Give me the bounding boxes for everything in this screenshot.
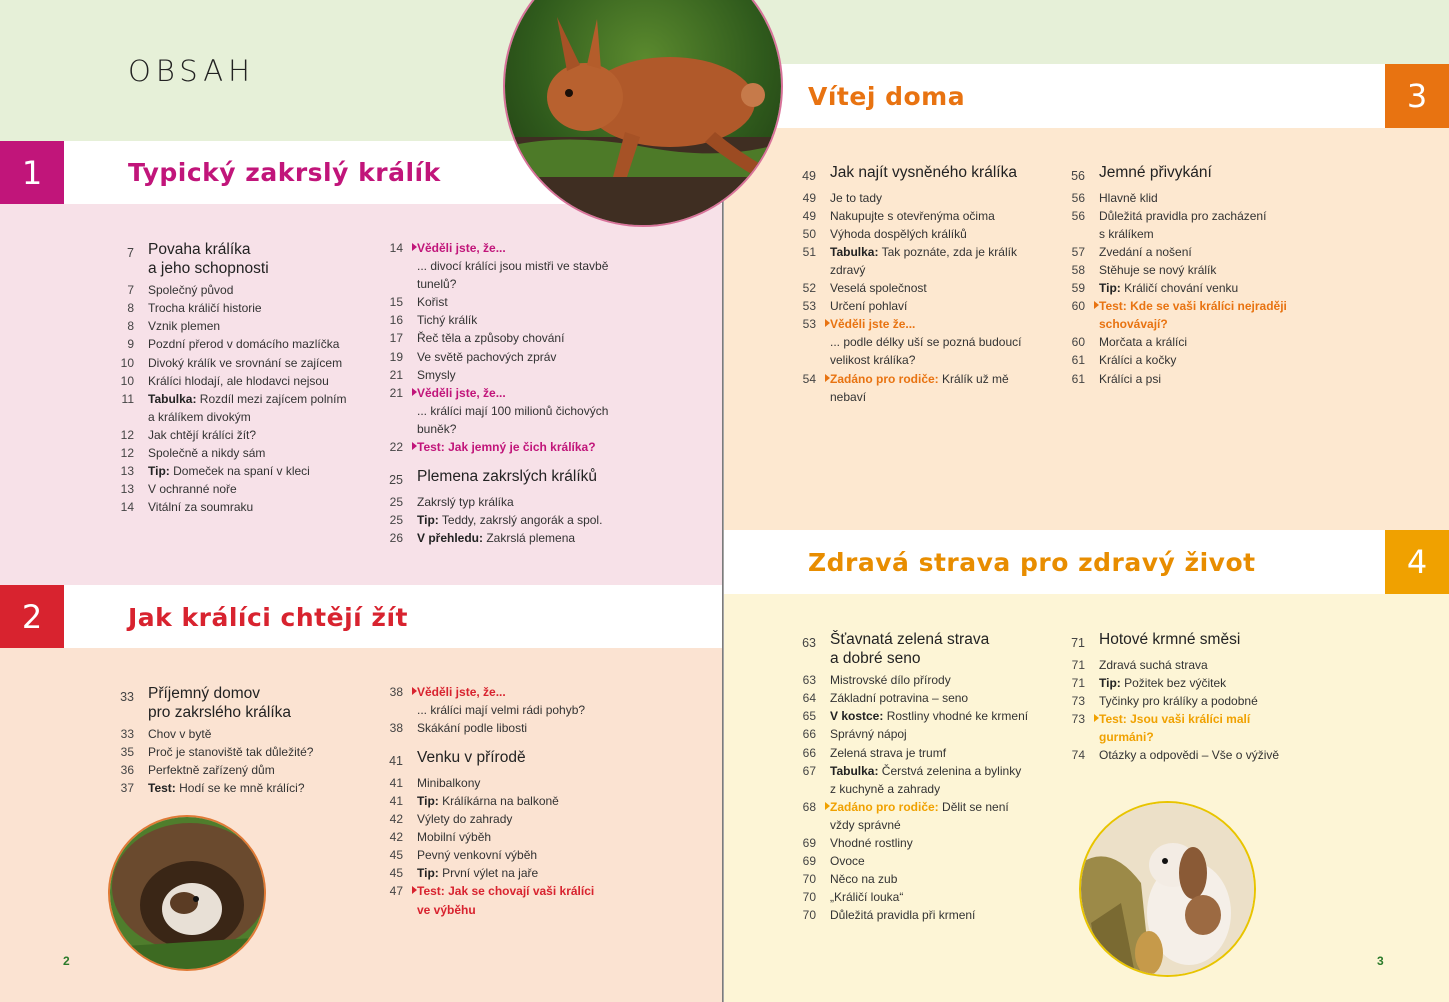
toc-entry-title: Společný původ <box>148 283 234 298</box>
toc-entry-title: Výlety do zahrady <box>417 812 513 827</box>
toc-entry-title: Základní potravina – seno <box>830 691 969 706</box>
toc-entry-title: Společně a nikdy sám <box>148 446 266 461</box>
toc-entry-title: Mistrovské dílo přírody <box>830 673 951 688</box>
toc-entry <box>792 744 1062 762</box>
toc-page-number: 56 <box>1071 190 1085 205</box>
toc-entry <box>792 834 1062 852</box>
toc-page-number: 52 <box>802 281 816 296</box>
toc-entry <box>110 498 380 516</box>
toc-entry <box>379 774 649 792</box>
toc-entry-title: Test: Jak se chovají vaši králíci ve výběhu <box>417 884 595 917</box>
toc-page-number: 50 <box>802 226 816 241</box>
toc-entry-title: Řeč těla a způsoby chování <box>417 331 565 346</box>
toc-page-number: 8 <box>127 319 134 334</box>
toc-entry <box>1061 674 1331 692</box>
toc-entry-title: Je to tady <box>830 190 883 205</box>
toc-page-number: 21 <box>389 367 403 382</box>
toc-entry-title: Zelená strava je trumf <box>830 745 947 760</box>
toc-ch3-col2 <box>1061 164 1331 388</box>
toc-page-number: 11 <box>121 391 134 406</box>
toc-entry-title: ... králíci mají velmi rádi pohyb? <box>417 703 586 718</box>
toc-page-number: 70 <box>802 890 816 905</box>
toc-page-number: 15 <box>389 295 403 310</box>
toc-entry <box>110 372 380 390</box>
toc-entry-title: Tip: Králičí chování venku <box>1099 281 1239 296</box>
toc-page-number: 38 <box>379 683 417 701</box>
toc-entry-title: Jak najít vysněného králíka <box>830 164 1017 181</box>
toc-page-number: 13 <box>120 464 134 479</box>
toc-entry <box>1061 746 1331 764</box>
toc-entry <box>379 529 649 547</box>
toc-entry <box>792 189 1062 207</box>
toc-section-heading <box>1061 631 1331 653</box>
toc-entry-title: Hlavně klid <box>1099 190 1158 205</box>
toc-page-number: 53 <box>802 299 816 314</box>
toc-entry-title: Tabulka: Rozdíl mezi zajícem polním a králíkem divokým <box>148 391 347 424</box>
toc-entry-title: Nakupujte s otevřenýma očima <box>830 208 995 223</box>
toc-entry-title: Ovoce <box>830 854 865 869</box>
toc-entry <box>110 480 380 498</box>
toc-entry <box>792 297 1062 315</box>
toc-page-number: 7 <box>127 283 134 298</box>
toc-page-number: 73 <box>1071 693 1085 708</box>
toc-page-number: 56 <box>1071 169 1085 183</box>
toc-entry <box>379 683 649 701</box>
toc-entry-title: Plemena zakrslých králíků <box>417 468 598 486</box>
toc-entry-title: Otázky a odpovědi – Vše o výživě <box>1099 748 1280 763</box>
toc-page-number: 21 <box>379 384 417 402</box>
toc-page-number: 36 <box>120 763 134 778</box>
toc-entry <box>379 402 649 438</box>
toc-section-heading <box>110 241 380 278</box>
toc-entry <box>379 239 649 257</box>
toc-page-number: 65 <box>802 709 816 724</box>
toc-section-heading <box>1061 164 1331 186</box>
toc-entry-title: Mobilní výběh <box>417 830 492 845</box>
toc-entry <box>110 761 380 779</box>
toc-entry <box>110 354 380 372</box>
toc-entry <box>792 888 1062 906</box>
toc-section-heading <box>792 164 1062 186</box>
chapter-2-title: Jak králíci chtějí žít <box>128 603 408 632</box>
toc-entry-title: Test: Jak jemný je čich králíka? <box>417 440 596 455</box>
toc-page-number: 56 <box>1071 208 1085 223</box>
toc-entry-title: Vitální za soumraku <box>148 500 254 515</box>
toc-page-number: 59 <box>1071 281 1085 296</box>
toc-page-number: 35 <box>120 745 134 760</box>
toc-page-number: 49 <box>802 169 816 183</box>
toc-entry-title: Zadáno pro rodiče: Králík už mě nebaví <box>830 371 1009 404</box>
toc-entry <box>379 846 649 864</box>
toc-entry-title: Králíci a kočky <box>1099 353 1177 368</box>
toc-entry-title: Tip: Požitek bez výčitek <box>1099 675 1227 690</box>
toc-page-number: 69 <box>802 836 816 851</box>
toc-entry <box>1061 351 1331 369</box>
triangle-bullet-icon <box>412 687 417 695</box>
toc-page-number <box>792 333 830 369</box>
toc-entry-title: Zakrslý typ králíka <box>417 494 514 509</box>
toc-page-number: 10 <box>120 373 134 388</box>
toc-page-number <box>379 402 417 438</box>
toc-page-number: 42 <box>389 830 403 845</box>
toc-entry <box>1061 261 1331 279</box>
toc-entry <box>1061 656 1331 674</box>
toc-entry <box>792 707 1062 725</box>
toc-entry <box>792 689 1062 707</box>
toc-page-number: 71 <box>1071 657 1085 672</box>
triangle-bullet-icon <box>825 319 830 327</box>
triangle-bullet-icon <box>412 388 417 396</box>
toc-entry-title: V přehledu: Zakrslá plemena <box>417 530 576 545</box>
toc-entry-title: Zvedání a nošení <box>1099 244 1192 259</box>
toc-page-number: 49 <box>802 208 816 223</box>
toc-entry <box>1061 297 1331 333</box>
toc-entry-title: Test: Kde se vaši králíci nejraději schovávají? <box>1099 299 1287 332</box>
page-number-left: 2 <box>63 954 70 968</box>
toc-ch2-col1 <box>110 685 380 798</box>
toc-page-number: 14 <box>120 500 134 515</box>
page-title: OBSAH <box>128 54 255 88</box>
toc-entry <box>110 743 380 761</box>
toc-page-number: 16 <box>389 313 403 328</box>
toc-ch1-col2 <box>379 239 649 547</box>
toc-entry <box>1061 279 1331 297</box>
triangle-bullet-icon <box>412 886 417 894</box>
toc-entry-title: Tip: Domeček na spaní v kleci <box>148 464 310 479</box>
chapter-4-title: Zdravá strava pro zdravý život <box>808 548 1256 577</box>
chapter-3-number: 3 <box>1385 64 1449 128</box>
toc-page-number: 33 <box>120 727 134 742</box>
toc-page-number: 66 <box>802 727 816 742</box>
toc-page-number: 41 <box>389 793 403 808</box>
toc-entry-title: Něco na zub <box>830 872 898 887</box>
top-band-right <box>723 0 1449 64</box>
toc-ch3-col1 <box>792 164 1062 406</box>
toc-page-number: 13 <box>120 482 134 497</box>
toc-entry <box>379 348 649 366</box>
toc-entry-title: Tabulka: Čerstvá zelenina a bylinky z kuchyně a zahrady <box>830 763 1022 796</box>
toc-entry-title: Králíci hlodají, ale hlodavci nejsou <box>148 373 329 388</box>
chapter-1-number: 1 <box>0 141 64 204</box>
toc-entry-title: Tabulka: Tak poznáte, zda je králík zdravý <box>830 244 1017 277</box>
toc-page-number: 61 <box>1071 371 1085 386</box>
page-number-right: 3 <box>1377 954 1384 968</box>
toc-page-number: 12 <box>120 446 134 461</box>
toc-page-number: 67 <box>802 763 816 778</box>
toc-entry <box>792 207 1062 225</box>
toc-entry-title: Pozdní přerod v domácího mazlíčka <box>148 337 340 352</box>
toc-page-number: 25 <box>389 473 403 488</box>
toc-page-number: 38 <box>389 721 403 736</box>
toc-entry <box>792 906 1062 924</box>
toc-page-number: 45 <box>389 848 403 863</box>
toc-ch4-col2 <box>1061 631 1331 764</box>
toc-page-number: 49 <box>802 190 816 205</box>
toc-entry <box>379 828 649 846</box>
toc-entry-title: Perfektně zařízený dům <box>148 763 275 778</box>
toc-page-number: 41 <box>389 754 403 769</box>
toc-section-heading <box>379 468 649 490</box>
toc-entry-title: Důležitá pravidla pro zacházení s králíkem <box>1099 208 1267 241</box>
toc-entry <box>379 792 649 810</box>
toc-page-number: 33 <box>120 690 134 704</box>
toc-section-heading <box>110 685 380 722</box>
toc-entry <box>379 864 649 882</box>
chapter-3-title: Vítej doma <box>808 82 966 111</box>
toc-section-heading <box>792 631 1062 668</box>
toc-page-number: 73 <box>1061 710 1099 746</box>
toc-entry-title: V kostce: Rostliny vhodné ke krmení <box>830 709 1029 724</box>
toc-entry <box>792 315 1062 333</box>
toc-entry <box>1061 207 1331 243</box>
toc-entry-title: ... podle délky uší se pozná budoucí velikost králíka? <box>830 335 1022 368</box>
toc-page-number: 9 <box>127 337 134 352</box>
toc-page-number <box>379 701 417 719</box>
toc-page-number: 58 <box>1071 262 1085 277</box>
toc-page-number: 54 <box>792 370 830 406</box>
toc-page-number: 19 <box>389 349 403 364</box>
toc-entry <box>110 281 380 299</box>
toc-entry-title: „Králičí louka“ <box>830 890 904 905</box>
toc-page-number: 74 <box>1071 748 1085 763</box>
toc-entry-title: V ochranné noře <box>148 482 237 497</box>
toc-entry-title: Vhodné rostliny <box>830 836 913 851</box>
toc-entry-title: Příjemný domov pro zakrslého králíka <box>148 685 292 721</box>
toc-entry-title: Kořist <box>417 295 448 310</box>
toc-entry <box>110 725 380 743</box>
toc-entry <box>792 852 1062 870</box>
toc-entry-title: Povaha králíka a jeho schopnosti <box>148 241 269 277</box>
toc-entry <box>792 870 1062 888</box>
toc-entry-title: Tip: Králíkárna na balkoně <box>417 793 559 808</box>
toc-entry-title: Pevný venkovní výběh <box>417 848 538 863</box>
toc-entry <box>110 426 380 444</box>
toc-entry-title: ... králíci mají 100 milionů čichových buněk? <box>417 403 609 436</box>
toc-entry-title: Věděli jste, že... <box>417 685 506 699</box>
chapter-1-title: Typický zakrslý králík <box>128 158 441 187</box>
toc-entry <box>110 317 380 335</box>
toc-entry-title: Tyčinky pro králíky a podobné <box>1099 693 1258 708</box>
triangle-bullet-icon <box>412 243 417 251</box>
toc-page-number: 63 <box>802 673 816 688</box>
toc-page-number: 71 <box>1071 636 1085 650</box>
triangle-bullet-icon <box>825 374 830 382</box>
toc-page-number: 61 <box>1071 353 1085 368</box>
toc-entry <box>792 333 1062 369</box>
toc-entry-title: Zadáno pro rodiče: Dělit se není vždy správné <box>830 799 1009 832</box>
toc-entry-title: Zdravá suchá strava <box>1099 657 1208 672</box>
toc-entry-title: Trocha králičí historie <box>148 301 262 316</box>
toc-page-number: 7 <box>127 246 134 260</box>
toc-page-number: 10 <box>120 355 134 370</box>
toc-page-number: 22 <box>379 438 417 456</box>
toc-page-number: 26 <box>389 530 403 545</box>
toc-entry <box>792 798 1062 834</box>
toc-page-number: 60 <box>1061 297 1099 333</box>
toc-entry <box>792 725 1062 743</box>
toc-entry-title: Chov v bytě <box>148 727 212 742</box>
toc-page-number: 66 <box>802 745 816 760</box>
toc-entry <box>379 719 649 737</box>
toc-entry <box>110 390 380 426</box>
toc-page-number: 12 <box>120 427 134 442</box>
toc-entry <box>379 311 649 329</box>
toc-entry-title: Tip: První výlet na jaře <box>417 866 539 881</box>
toc-entry <box>792 671 1062 689</box>
toc-entry-title: Tichý králík <box>417 313 478 328</box>
toc-page-number: 60 <box>1071 335 1085 350</box>
chapter-2-number: 2 <box>0 585 64 648</box>
toc-entry-title: Věděli jste že... <box>830 317 916 332</box>
triangle-bullet-icon <box>1094 301 1099 309</box>
toc-page-number: 68 <box>792 798 830 834</box>
toc-entry <box>110 779 380 797</box>
toc-entry <box>1061 243 1331 261</box>
triangle-bullet-icon <box>412 442 417 450</box>
toc-entry <box>379 438 649 456</box>
toc-ch4-col1 <box>792 631 1062 925</box>
toc-page-number: 71 <box>1071 675 1085 690</box>
toc-entry <box>792 243 1062 279</box>
toc-page-number: 51 <box>802 244 816 259</box>
toc-entry <box>110 299 380 317</box>
toc-entry <box>110 335 380 353</box>
toc-entry-title: Určení pohlaví <box>830 299 908 314</box>
toc-page-number: 14 <box>379 239 417 257</box>
toc-entry-title: Minibalkony <box>417 775 481 790</box>
toc-entry <box>379 701 649 719</box>
toc-entry <box>379 329 649 347</box>
toc-page-number: 47 <box>379 882 417 918</box>
toc-page-number <box>379 257 417 293</box>
toc-entry-title: Věděli jste, že... <box>417 241 506 255</box>
toc-entry <box>379 810 649 828</box>
toc-entry-title: Věděli jste, že... <box>417 385 506 400</box>
toc-entry <box>1061 370 1331 388</box>
toc-page-number: 25 <box>389 512 403 527</box>
toc-entry <box>792 279 1062 297</box>
toc-section-heading <box>379 749 649 771</box>
toc-entry-title: Ve světě pachových zpráv <box>417 349 557 364</box>
toc-ch2-col2 <box>379 683 649 919</box>
triangle-bullet-icon <box>825 802 830 810</box>
toc-entry-title: Test: Hodí se ke mně králíci? <box>148 781 305 796</box>
toc-entry-title: Vznik plemen <box>148 319 221 334</box>
toc-page-number: 42 <box>389 812 403 827</box>
toc-page-number: 45 <box>389 866 403 881</box>
toc-entry-title: Králíci a psi <box>1099 371 1162 386</box>
toc-page-number: 37 <box>120 781 134 796</box>
toc-entry <box>379 293 649 311</box>
toc-entry <box>792 225 1062 243</box>
toc-page-number: 69 <box>802 854 816 869</box>
toc-entry-title: Skákání podle libosti <box>417 721 528 736</box>
toc-entry-title: Jemné přivykání <box>1099 164 1212 181</box>
chapter-4-number: 4 <box>1385 530 1449 594</box>
rabbit-in-log-photo <box>108 815 266 971</box>
toc-entry-title: Hotové krmné směsi <box>1099 631 1241 648</box>
toc-entry <box>379 384 649 402</box>
toc-entry-title: Venku v přírodě <box>417 749 526 767</box>
toc-page-number: 17 <box>389 331 403 346</box>
toc-entry <box>379 257 649 293</box>
toc-entry <box>379 366 649 384</box>
toc-page-number: 53 <box>792 315 830 333</box>
toc-page-number: 70 <box>802 872 816 887</box>
toc-entry-title: Veselá společnost <box>830 281 927 296</box>
toc-entry <box>110 444 380 462</box>
toc-page-number: 57 <box>1071 244 1085 259</box>
toc-page-number: 63 <box>802 636 816 650</box>
toc-page-number: 64 <box>802 691 816 706</box>
toc-entry <box>379 511 649 529</box>
toc-entry <box>379 493 649 511</box>
toc-ch1-col1 <box>110 241 380 516</box>
toc-entry <box>1061 189 1331 207</box>
toc-page-number: 41 <box>389 775 403 790</box>
toc-entry <box>792 762 1062 798</box>
toc-entry <box>1061 692 1331 710</box>
toc-entry <box>110 462 380 480</box>
toc-entry <box>1061 333 1331 351</box>
toc-page-number: 25 <box>389 494 403 509</box>
toc-entry-title: ... divocí králíci jsou mistři ve stavbě tunelů? <box>417 259 609 292</box>
toc-entry-title: Správný nápoj <box>830 727 907 742</box>
lop-rabbit-photo <box>1079 801 1256 977</box>
toc-page-number: 8 <box>127 301 134 316</box>
toc-entry-title: Morčata a králíci <box>1099 335 1188 350</box>
toc-entry <box>1061 710 1331 746</box>
toc-entry-title: Proč je stanoviště tak důležité? <box>148 745 314 760</box>
toc-entry <box>379 882 649 918</box>
toc-entry-title: Stěhuje se nový králík <box>1099 262 1217 277</box>
toc-entry-title: Smysly <box>417 367 456 382</box>
toc-entry-title: Test: Jsou vaši králíci malí gurmáni? <box>1099 711 1251 744</box>
toc-entry-title: Tip: Teddy, zakrslý angorák a spol. <box>417 512 603 527</box>
triangle-bullet-icon <box>1094 714 1099 722</box>
toc-page-number: 70 <box>802 908 816 923</box>
toc-entry <box>792 370 1062 406</box>
toc-entry-title: Jak chtějí králíci žít? <box>148 427 257 442</box>
toc-entry-title: Výhoda dospělých králíků <box>830 226 967 241</box>
toc-entry-title: Šťavnatá zelená strava a dobré seno <box>830 631 990 667</box>
toc-entry-title: Důležitá pravidla při krmení <box>830 908 976 923</box>
toc-entry-title: Divoký králík ve srovnání se zajícem <box>148 355 343 370</box>
